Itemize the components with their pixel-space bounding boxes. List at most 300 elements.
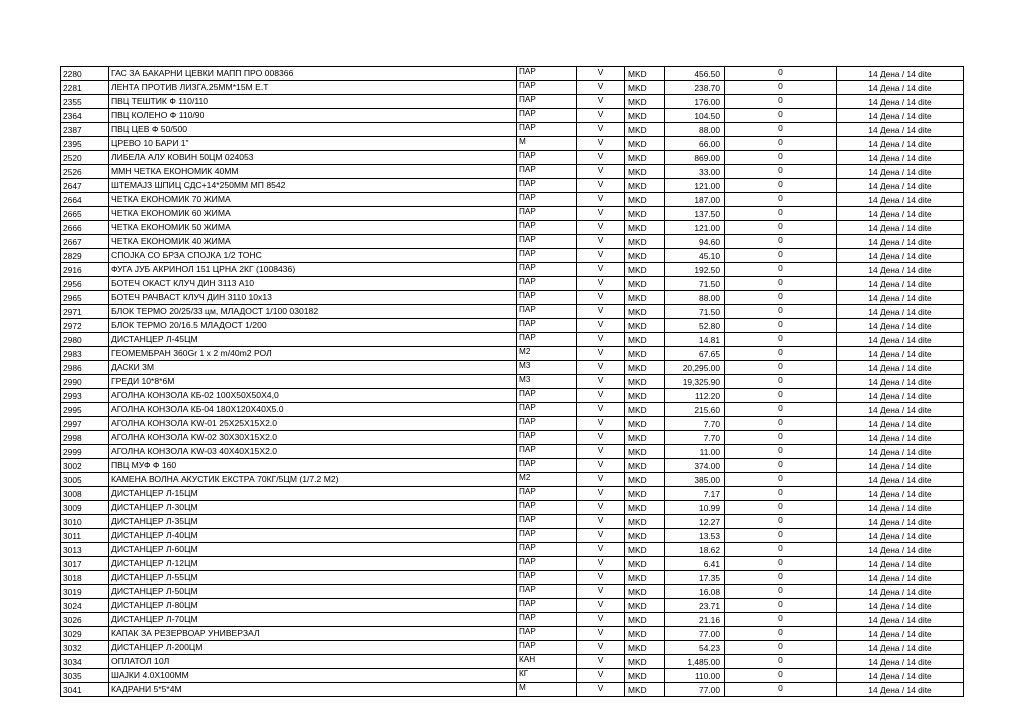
item-code: 3009	[61, 501, 109, 515]
item-currency: MKD	[625, 529, 665, 543]
item-v-flag: V	[577, 305, 625, 319]
item-description: ПВЦ ТЕШТИК Ф 110/110	[109, 95, 517, 109]
item-currency: MKD	[625, 641, 665, 655]
item-price: 18.62	[665, 543, 725, 557]
item-delivery-time: 14 Дена / 14 dite	[837, 193, 964, 207]
item-quantity: 0	[725, 599, 837, 613]
item-quantity: 0	[725, 277, 837, 291]
item-currency: MKD	[625, 319, 665, 333]
item-price: 7.17	[665, 487, 725, 501]
item-description: ОПЛАТОЛ 10Л	[109, 655, 517, 669]
item-v-flag: V	[577, 459, 625, 473]
item-delivery-time: 14 Дена / 14 dite	[837, 95, 964, 109]
item-currency: MKD	[625, 81, 665, 95]
table-row	[61, 123, 964, 137]
item-price: 77.00	[665, 627, 725, 641]
item-quantity: 0	[725, 655, 837, 669]
item-delivery-time: 14 Дена / 14 dite	[837, 389, 964, 403]
item-description: ДАСКИ 3М	[109, 361, 517, 375]
item-unit: ПАР	[517, 445, 577, 459]
price-list-body	[61, 67, 964, 697]
item-v-flag: V	[577, 67, 625, 81]
table-row	[61, 81, 964, 95]
table-row	[61, 333, 964, 347]
table-row	[61, 543, 964, 557]
item-price: 77.00	[665, 683, 725, 697]
item-unit: М	[517, 683, 577, 697]
item-quantity: 0	[725, 235, 837, 249]
item-currency: MKD	[625, 571, 665, 585]
item-unit: ПАР	[517, 599, 577, 613]
table-row	[61, 207, 964, 221]
item-description: БОТЕЧ ОКАСТ КЛУЧ ДИН 3113 А10	[109, 277, 517, 291]
item-quantity: 0	[725, 67, 837, 81]
item-unit: ПАР	[517, 291, 577, 305]
table-row	[61, 277, 964, 291]
table-row	[61, 109, 964, 123]
item-v-flag: V	[577, 151, 625, 165]
item-unit: М3	[517, 375, 577, 389]
item-code: 3019	[61, 585, 109, 599]
item-unit: ПАР	[517, 627, 577, 641]
item-price: 11.00	[665, 445, 725, 459]
item-code: 3029	[61, 627, 109, 641]
item-unit: ПАР	[517, 389, 577, 403]
item-currency: MKD	[625, 613, 665, 627]
table-row	[61, 417, 964, 431]
item-v-flag: V	[577, 361, 625, 375]
item-delivery-time: 14 Дена / 14 dite	[837, 165, 964, 179]
item-code: 2972	[61, 319, 109, 333]
item-price: 110.00	[665, 669, 725, 683]
item-delivery-time: 14 Дена / 14 dite	[837, 571, 964, 585]
item-price: 45.10	[665, 249, 725, 263]
item-code: 2664	[61, 193, 109, 207]
item-code: 3017	[61, 557, 109, 571]
item-code: 2526	[61, 165, 109, 179]
item-price: 23.71	[665, 599, 725, 613]
item-v-flag: V	[577, 403, 625, 417]
item-v-flag: V	[577, 389, 625, 403]
item-quantity: 0	[725, 319, 837, 333]
item-code: 2666	[61, 221, 109, 235]
item-quantity: 0	[725, 207, 837, 221]
item-currency: MKD	[625, 627, 665, 641]
item-description: ГЕОМЕМБРАН 360Gr 1 x 2 m/40m2 РОЛ	[109, 347, 517, 361]
item-code: 3010	[61, 515, 109, 529]
item-code: 3032	[61, 641, 109, 655]
item-delivery-time: 14 Дена / 14 dite	[837, 445, 964, 459]
item-v-flag: V	[577, 613, 625, 627]
table-row	[61, 487, 964, 501]
item-unit: ПАР	[517, 193, 577, 207]
item-v-flag: V	[577, 333, 625, 347]
item-price: 7.70	[665, 431, 725, 445]
item-v-flag: V	[577, 557, 625, 571]
item-description: ПВЦ КОЛЕНО Ф 110/90	[109, 109, 517, 123]
item-unit: ПАР	[517, 109, 577, 123]
item-v-flag: V	[577, 627, 625, 641]
item-currency: MKD	[625, 515, 665, 529]
item-quantity: 0	[725, 361, 837, 375]
item-price: 869.00	[665, 151, 725, 165]
table-row	[61, 501, 964, 515]
item-price: 192.50	[665, 263, 725, 277]
item-delivery-time: 14 Дена / 14 dite	[837, 585, 964, 599]
item-code: 2280	[61, 67, 109, 81]
item-description: ЧЕТКА ЕКОНОМИК 60 ЖИМА	[109, 207, 517, 221]
item-code: 3035	[61, 669, 109, 683]
item-unit: ПАР	[517, 319, 577, 333]
item-code: 2995	[61, 403, 109, 417]
item-currency: MKD	[625, 179, 665, 193]
item-code: 2647	[61, 179, 109, 193]
item-description: ФУГА ЈУБ АКРИНОЛ 151 ЦРНА 2КГ (1008436)	[109, 263, 517, 277]
item-description: ДИСТАНЦЕР Л-35ЦМ	[109, 515, 517, 529]
item-code: 3034	[61, 655, 109, 669]
item-description: ЦРЕВО 10 БАРИ 1"	[109, 137, 517, 151]
item-currency: MKD	[625, 487, 665, 501]
table-row	[61, 221, 964, 235]
table-row	[61, 557, 964, 571]
item-quantity: 0	[725, 151, 837, 165]
table-row	[61, 95, 964, 109]
item-price: 19,325.90	[665, 375, 725, 389]
item-description: ДИСТАНЦЕР Л-80ЦМ	[109, 599, 517, 613]
table-row	[61, 263, 964, 277]
item-delivery-time: 14 Дена / 14 dite	[837, 109, 964, 123]
item-quantity: 0	[725, 515, 837, 529]
item-v-flag: V	[577, 571, 625, 585]
item-currency: MKD	[625, 403, 665, 417]
item-description: ДИСТАНЦЕР Л-30ЦМ	[109, 501, 517, 515]
item-code: 2520	[61, 151, 109, 165]
item-description: БЛОК ТЕРМО 20/16.5 МЛАДОСТ 1/200	[109, 319, 517, 333]
item-price: 88.00	[665, 291, 725, 305]
item-description: ДИСТАНЦЕР Л-15ЦМ	[109, 487, 517, 501]
table-row	[61, 361, 964, 375]
item-quantity: 0	[725, 669, 837, 683]
item-description: БОТЕЧ РАЧВАСТ КЛУЧ ДИН 3110 10x13	[109, 291, 517, 305]
item-quantity: 0	[725, 333, 837, 347]
item-v-flag: V	[577, 529, 625, 543]
item-price: 7.70	[665, 417, 725, 431]
item-description: АГОЛНА КОНЗОЛА KW-01 25X25X15X2.0	[109, 417, 517, 431]
item-code: 3018	[61, 571, 109, 585]
item-description: КАДРАНИ 5*5*4М	[109, 683, 517, 697]
item-delivery-time: 14 Дена / 14 dite	[837, 487, 964, 501]
item-delivery-time: 14 Дена / 14 dite	[837, 557, 964, 571]
item-v-flag: V	[577, 347, 625, 361]
item-currency: MKD	[625, 669, 665, 683]
item-unit: ПАР	[517, 571, 577, 585]
item-currency: MKD	[625, 431, 665, 445]
item-v-flag: V	[577, 515, 625, 529]
item-delivery-time: 14 Дена / 14 dite	[837, 221, 964, 235]
item-code: 3002	[61, 459, 109, 473]
item-description: ЧЕТКА ЕКОНОМИК 70 ЖИМА	[109, 193, 517, 207]
item-code: 2998	[61, 431, 109, 445]
item-currency: MKD	[625, 305, 665, 319]
item-code: 3005	[61, 473, 109, 487]
item-code: 3011	[61, 529, 109, 543]
item-unit: ПАР	[517, 235, 577, 249]
item-currency: MKD	[625, 655, 665, 669]
item-code: 2965	[61, 291, 109, 305]
item-unit: ПАР	[517, 403, 577, 417]
item-description: ЛЕНТА ПРОТИВ ЛИЗГА.25ММ*15М Е.Т	[109, 81, 517, 95]
item-quantity: 0	[725, 543, 837, 557]
table-row	[61, 319, 964, 333]
item-code: 2355	[61, 95, 109, 109]
item-v-flag: V	[577, 585, 625, 599]
item-quantity: 0	[725, 193, 837, 207]
item-delivery-time: 14 Дена / 14 dite	[837, 669, 964, 683]
item-delivery-time: 14 Дена / 14 dite	[837, 347, 964, 361]
item-unit: ПАР	[517, 501, 577, 515]
item-quantity: 0	[725, 165, 837, 179]
table-row	[61, 613, 964, 627]
item-currency: MKD	[625, 557, 665, 571]
table-row	[61, 249, 964, 263]
item-v-flag: V	[577, 501, 625, 515]
item-price: 121.00	[665, 179, 725, 193]
item-unit: ПАР	[517, 207, 577, 221]
item-description: КАПАК ЗА РЕЗЕРВОАР УНИВЕРЗАЛ	[109, 627, 517, 641]
item-code: 3026	[61, 613, 109, 627]
item-description: ЧЕТКА ЕКОНОМИК 50 ЖИМА	[109, 221, 517, 235]
table-row	[61, 151, 964, 165]
item-v-flag: V	[577, 137, 625, 151]
item-delivery-time: 14 Дена / 14 dite	[837, 235, 964, 249]
item-description: АГОЛНА КОНЗОЛА КБ-04 180X120X40X5.0	[109, 403, 517, 417]
item-unit: ПАР	[517, 515, 577, 529]
item-code: 2983	[61, 347, 109, 361]
item-v-flag: V	[577, 487, 625, 501]
table-row	[61, 669, 964, 683]
item-quantity: 0	[725, 389, 837, 403]
item-price: 16.08	[665, 585, 725, 599]
item-price: 33.00	[665, 165, 725, 179]
item-quantity: 0	[725, 627, 837, 641]
item-price: 112.20	[665, 389, 725, 403]
item-description: ММН ЧЕТКА ЕКОНОМИК 40ММ	[109, 165, 517, 179]
item-description: ДИСТАНЦЕР Л-200ЦМ	[109, 641, 517, 655]
table-row	[61, 683, 964, 697]
table-row	[61, 67, 964, 81]
item-unit: ПАР	[517, 151, 577, 165]
item-description: ПВЦ ЦЕВ Ф 50/500	[109, 123, 517, 137]
item-code: 2986	[61, 361, 109, 375]
item-v-flag: V	[577, 445, 625, 459]
item-price: 52.80	[665, 319, 725, 333]
item-delivery-time: 14 Дена / 14 dite	[837, 459, 964, 473]
item-v-flag: V	[577, 669, 625, 683]
item-description: ДИСТАНЦЕР Л-60ЦМ	[109, 543, 517, 557]
item-currency: MKD	[625, 459, 665, 473]
table-row	[61, 515, 964, 529]
item-price: 137.50	[665, 207, 725, 221]
item-code: 2667	[61, 235, 109, 249]
table-row	[61, 305, 964, 319]
table-row	[61, 529, 964, 543]
item-unit: КАН	[517, 655, 577, 669]
table-row	[61, 389, 964, 403]
item-currency: MKD	[625, 249, 665, 263]
item-unit: ПАР	[517, 585, 577, 599]
item-v-flag: V	[577, 543, 625, 557]
item-price: 67.65	[665, 347, 725, 361]
item-description: ПВЦ МУФ Ф 160	[109, 459, 517, 473]
table-row	[61, 571, 964, 585]
item-delivery-time: 14 Дена / 14 dite	[837, 529, 964, 543]
item-unit: ПАР	[517, 123, 577, 137]
item-unit: ПАР	[517, 543, 577, 557]
table-row	[61, 165, 964, 179]
item-unit: ПАР	[517, 277, 577, 291]
item-description: АГОЛНА КОНЗОЛА KW-02 30X30X15X2.0	[109, 431, 517, 445]
item-description: ДИСТАНЦЕР Л-55ЦМ	[109, 571, 517, 585]
item-currency: MKD	[625, 683, 665, 697]
item-quantity: 0	[725, 305, 837, 319]
item-quantity: 0	[725, 347, 837, 361]
item-delivery-time: 14 Дена / 14 dite	[837, 277, 964, 291]
item-price: 104.50	[665, 109, 725, 123]
item-price: 71.50	[665, 277, 725, 291]
item-quantity: 0	[725, 221, 837, 235]
item-description: АГОЛНА КОНЗОЛА КБ-02 100X50X50X4,0	[109, 389, 517, 403]
table-row	[61, 137, 964, 151]
table-row	[61, 403, 964, 417]
item-currency: MKD	[625, 151, 665, 165]
item-price: 456.50	[665, 67, 725, 81]
item-price: 1,485.00	[665, 655, 725, 669]
item-currency: MKD	[625, 123, 665, 137]
item-currency: MKD	[625, 165, 665, 179]
item-v-flag: V	[577, 277, 625, 291]
item-delivery-time: 14 Дена / 14 dite	[837, 599, 964, 613]
item-code: 2999	[61, 445, 109, 459]
item-currency: MKD	[625, 291, 665, 305]
item-currency: MKD	[625, 599, 665, 613]
table-row	[61, 347, 964, 361]
item-currency: MKD	[625, 501, 665, 515]
item-description: ГАС ЗА БАКАРНИ ЦЕВКИ МАПП ПРО 008366	[109, 67, 517, 81]
item-delivery-time: 14 Дена / 14 dite	[837, 81, 964, 95]
item-v-flag: V	[577, 235, 625, 249]
item-price: 21.16	[665, 613, 725, 627]
item-v-flag: V	[577, 81, 625, 95]
item-price: 215.60	[665, 403, 725, 417]
item-quantity: 0	[725, 445, 837, 459]
item-delivery-time: 14 Дена / 14 dite	[837, 431, 964, 445]
item-unit: КГ	[517, 669, 577, 683]
item-currency: MKD	[625, 445, 665, 459]
item-unit: М2	[517, 473, 577, 487]
item-v-flag: V	[577, 123, 625, 137]
item-currency: MKD	[625, 417, 665, 431]
item-currency: MKD	[625, 585, 665, 599]
item-unit: ПАР	[517, 95, 577, 109]
item-code: 2281	[61, 81, 109, 95]
item-quantity: 0	[725, 683, 837, 697]
item-price: 10.99	[665, 501, 725, 515]
item-code: 3013	[61, 543, 109, 557]
item-unit: ПАР	[517, 529, 577, 543]
item-quantity: 0	[725, 95, 837, 109]
item-quantity: 0	[725, 123, 837, 137]
item-unit: ПАР	[517, 557, 577, 571]
item-description: ДИСТАНЦЕР Л-70ЦМ	[109, 613, 517, 627]
item-quantity: 0	[725, 557, 837, 571]
price-list-table	[60, 66, 964, 697]
item-quantity: 0	[725, 585, 837, 599]
item-description: СПОЈКА СО БРЗА СПОЈКА 1/2 ТОНС	[109, 249, 517, 263]
item-v-flag: V	[577, 291, 625, 305]
item-price: 374.00	[665, 459, 725, 473]
item-price: 17.35	[665, 571, 725, 585]
item-quantity: 0	[725, 641, 837, 655]
item-price: 66.00	[665, 137, 725, 151]
item-v-flag: V	[577, 221, 625, 235]
item-price: 121.00	[665, 221, 725, 235]
item-delivery-time: 14 Дена / 14 dite	[837, 207, 964, 221]
item-quantity: 0	[725, 375, 837, 389]
item-unit: ПАР	[517, 179, 577, 193]
item-currency: MKD	[625, 109, 665, 123]
table-row	[61, 431, 964, 445]
item-description: ГРЕДИ 10*8*6М	[109, 375, 517, 389]
item-currency: MKD	[625, 473, 665, 487]
item-unit: М3	[517, 361, 577, 375]
item-price: 88.00	[665, 123, 725, 137]
item-quantity: 0	[725, 109, 837, 123]
item-quantity: 0	[725, 459, 837, 473]
item-v-flag: V	[577, 655, 625, 669]
item-quantity: 0	[725, 431, 837, 445]
table-row	[61, 179, 964, 193]
item-v-flag: V	[577, 249, 625, 263]
item-currency: MKD	[625, 193, 665, 207]
item-code: 2956	[61, 277, 109, 291]
item-code: 2395	[61, 137, 109, 151]
item-delivery-time: 14 Дена / 14 dite	[837, 627, 964, 641]
item-currency: MKD	[625, 207, 665, 221]
item-delivery-time: 14 Дена / 14 dite	[837, 333, 964, 347]
item-delivery-time: 14 Дена / 14 dite	[837, 473, 964, 487]
item-v-flag: V	[577, 641, 625, 655]
item-price: 20,295.00	[665, 361, 725, 375]
item-delivery-time: 14 Дена / 14 dite	[837, 641, 964, 655]
item-v-flag: V	[577, 193, 625, 207]
item-unit: ПАР	[517, 487, 577, 501]
item-unit: ПАР	[517, 249, 577, 263]
table-row	[61, 235, 964, 249]
item-v-flag: V	[577, 417, 625, 431]
item-unit: М2	[517, 347, 577, 361]
table-row	[61, 473, 964, 487]
item-currency: MKD	[625, 263, 665, 277]
item-delivery-time: 14 Дена / 14 dite	[837, 123, 964, 137]
item-quantity: 0	[725, 417, 837, 431]
item-code: 2993	[61, 389, 109, 403]
item-v-flag: V	[577, 263, 625, 277]
table-row	[61, 375, 964, 389]
item-v-flag: V	[577, 165, 625, 179]
item-delivery-time: 14 Дена / 14 dite	[837, 543, 964, 557]
table-row	[61, 641, 964, 655]
table-row	[61, 193, 964, 207]
